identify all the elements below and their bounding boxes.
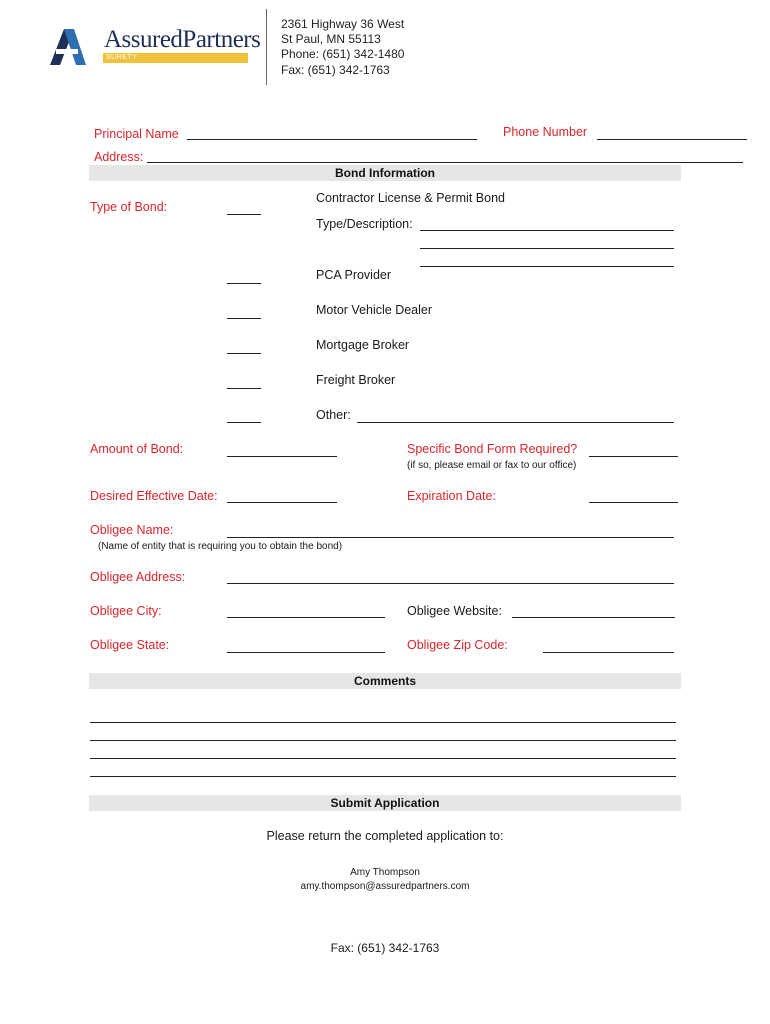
specific-bond-form-label: Specific Bond Form Required? <box>407 442 578 456</box>
specific-bond-form-note: (if so, please email or fax to our office) <box>407 460 577 471</box>
mortgage-checkbox-line[interactable] <box>227 353 261 354</box>
logo-tagline-text: SURETY <box>106 54 138 61</box>
obligee-address-label: Obligee Address: <box>90 570 186 584</box>
address-field[interactable] <box>147 162 743 163</box>
other-checkbox-line[interactable] <box>227 422 261 423</box>
freight-checkbox-line[interactable] <box>227 388 261 389</box>
type-description-field-3[interactable] <box>420 266 674 267</box>
expiration-date-label: Expiration Date: <box>407 489 496 503</box>
obligee-state-label: Obligee State: <box>90 638 170 652</box>
header-divider <box>266 9 267 85</box>
bond-information-header <box>89 165 681 181</box>
contractor-option-label: Contractor License & Permit Bond <box>316 191 505 205</box>
principal-name-label: Principal Name <box>94 127 179 141</box>
obligee-city-label: Obligee City: <box>90 604 162 618</box>
other-description-field[interactable] <box>357 422 674 423</box>
phone-number-label: Phone Number <box>503 125 588 139</box>
obligee-website-label: Obligee Website: <box>407 604 502 618</box>
address-label: Address: <box>94 150 144 164</box>
assured-partners-logo-icon <box>50 29 86 65</box>
pca-checkbox-line[interactable] <box>227 283 261 284</box>
comments-line-1[interactable] <box>90 722 676 723</box>
return-instruction: Please return the completed application to: <box>266 829 504 843</box>
office-fax: Fax: (651) 342-1763 <box>281 63 390 77</box>
comments-line-2[interactable] <box>90 740 676 741</box>
motor-vehicle-checkbox-line[interactable] <box>227 318 261 319</box>
obligee-name-label: Obligee Name: <box>90 523 174 537</box>
bond-information-title: Bond Information <box>335 166 435 180</box>
obligee-name-note: (Name of entity that is requiring you to obtain the bond) <box>98 541 343 552</box>
obligee-address-field[interactable] <box>227 583 674 584</box>
submit-application-title: Submit Application <box>330 796 440 810</box>
motor-vehicle-option-label: Motor Vehicle Dealer <box>316 303 433 317</box>
expiration-date-field[interactable] <box>589 502 678 503</box>
mortgage-option-label: Mortgage Broker <box>316 338 410 352</box>
contact-email[interactable]: amy.thompson@assuredpartners.com <box>300 881 470 892</box>
desired-effective-date-label: Desired Effective Date: <box>90 489 218 503</box>
type-description-field-1[interactable] <box>420 230 674 231</box>
obligee-name-field[interactable] <box>227 537 674 538</box>
phone-number-field[interactable] <box>597 139 747 140</box>
type-description-field-2[interactable] <box>420 248 674 249</box>
logo-wordmark: AssuredPartners <box>104 26 261 53</box>
obligee-zip-label: Obligee Zip Code: <box>407 638 508 652</box>
submit-fax: Fax: (651) 342-1763 <box>330 941 440 955</box>
obligee-website-field[interactable] <box>512 617 675 618</box>
submit-application-header <box>89 795 681 811</box>
pca-option-label: PCA Provider <box>316 268 392 282</box>
amount-of-bond-label: Amount of Bond: <box>90 442 184 456</box>
comments-line-4[interactable] <box>90 776 676 777</box>
office-phone: Phone: (651) 342-1480 <box>281 47 405 61</box>
freight-option-label: Freight Broker <box>316 373 396 387</box>
comments-header <box>89 673 681 689</box>
obligee-city-field[interactable] <box>227 617 385 618</box>
office-city: St Paul, MN 55113 <box>281 32 381 46</box>
type-description-label: Type/Description: <box>316 217 413 231</box>
comments-line-3[interactable] <box>90 758 676 759</box>
obligee-state-field[interactable] <box>227 652 385 653</box>
specific-bond-form-field[interactable] <box>589 456 678 457</box>
other-option-label: Other: <box>316 408 351 422</box>
desired-effective-date-field[interactable] <box>227 502 337 503</box>
obligee-zip-field[interactable] <box>543 652 674 653</box>
office-street: 2361 Highway 36 West <box>281 17 405 31</box>
contractor-checkbox-line[interactable] <box>227 214 261 215</box>
logo-tagline <box>103 53 248 63</box>
principal-name-field[interactable] <box>187 139 477 140</box>
comments-title: Comments <box>353 674 416 688</box>
amount-of-bond-field[interactable] <box>227 456 337 457</box>
type-of-bond-label: Type of Bond: <box>90 200 168 214</box>
contact-name: Amy Thompson <box>350 867 420 878</box>
